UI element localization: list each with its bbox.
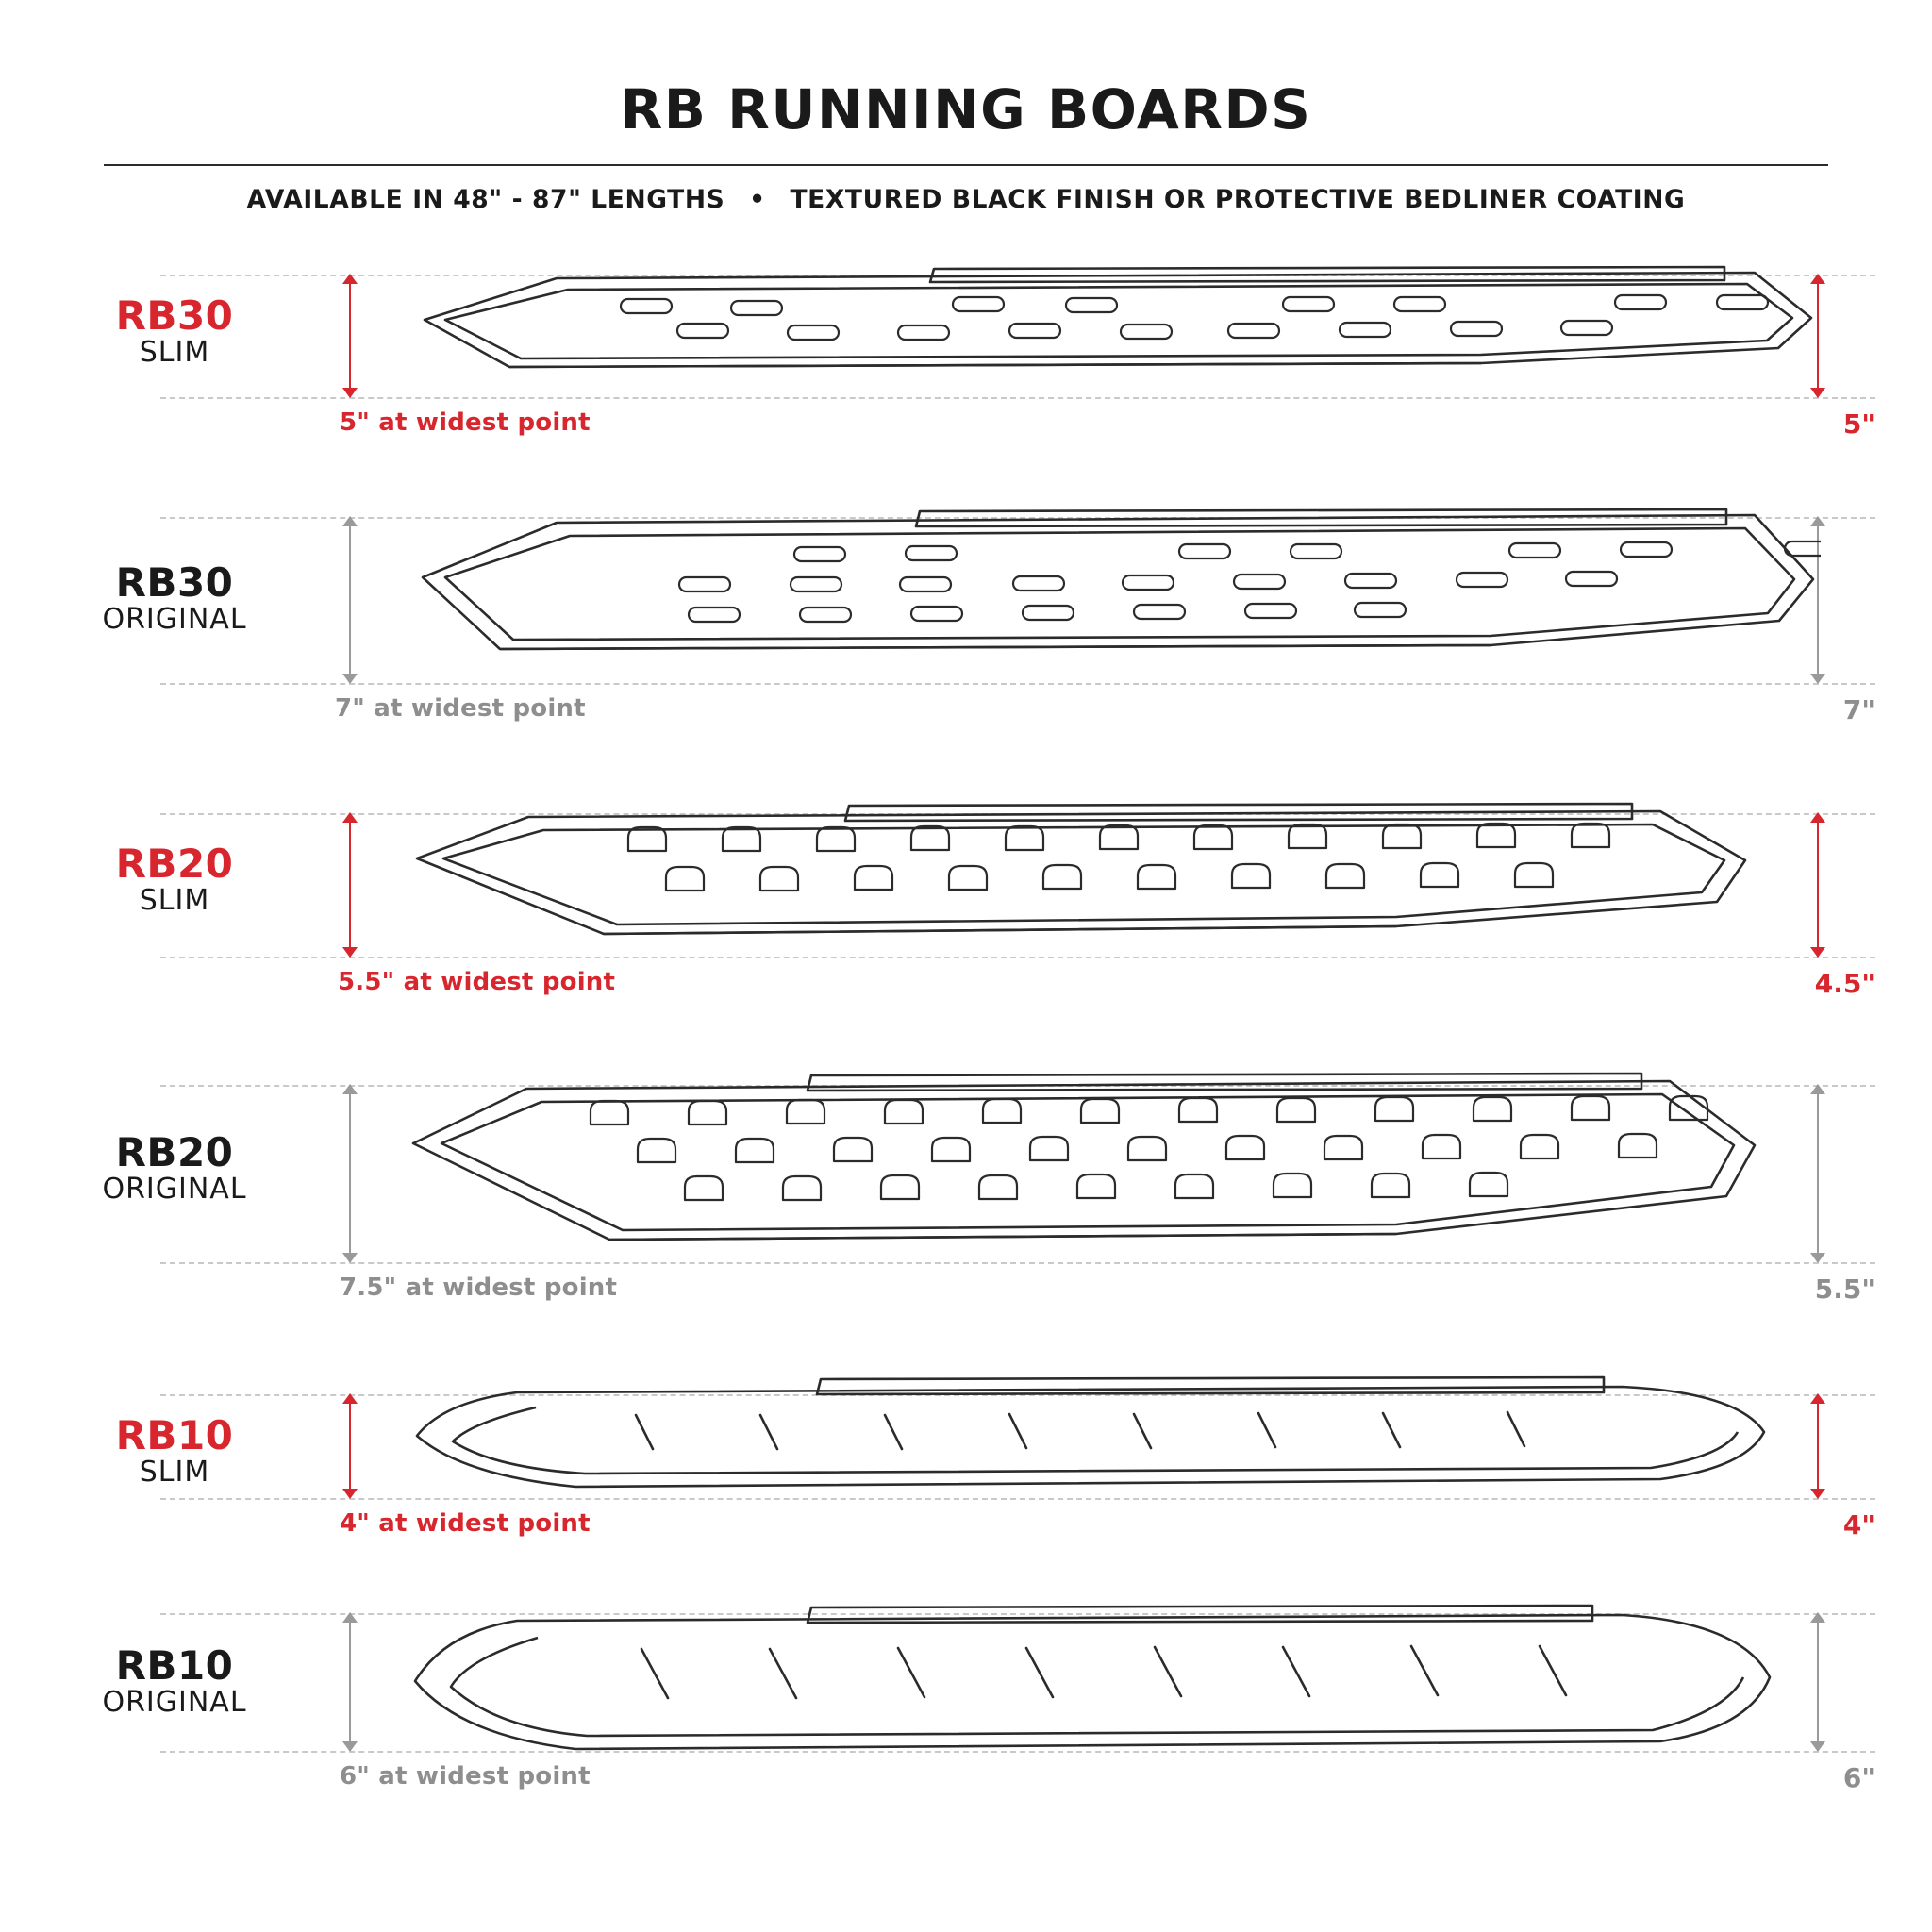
variant-name: ORIGINAL: [102, 1686, 247, 1720]
height-label: 5.5": [1814, 1274, 1875, 1305]
board-row-rb30-slim: [57, 258, 1875, 498]
board-illustration-rb30-slim: [406, 261, 1821, 412]
width-dimension-arrow: [349, 1613, 351, 1751]
model-name: RB20: [115, 1129, 234, 1175]
model-name: RB10: [115, 1412, 234, 1458]
model-name: RB30: [115, 559, 234, 606]
board-row-rb10-original: [57, 1592, 1875, 1838]
width-note: 7.5" at widest point: [340, 1274, 618, 1302]
row-label-rb30-original: [57, 559, 292, 637]
subtitle-lengths: AVAILABLE IN 48" - 87" LENGTHS: [246, 185, 725, 214]
row-label-rb20-slim: [57, 843, 292, 918]
page-subtitle: [57, 166, 1875, 214]
width-dimension-arrow: [349, 1085, 351, 1262]
model-name: RB20: [115, 841, 234, 887]
width-dimension-arrow: [349, 517, 351, 683]
model-name: RB10: [115, 1642, 234, 1689]
height-label: 5": [1842, 408, 1875, 440]
height-label: 7": [1842, 694, 1875, 725]
subtitle-finish: TEXTURED BLACK FINISH OR PROTECTIVE BEDLINER COATING: [790, 185, 1686, 214]
board-rows: [57, 258, 1875, 1838]
board-row-rb10-slim: [57, 1357, 1875, 1592]
board-illustration-rb20-slim: [406, 792, 1821, 972]
board-illustration-rb10-slim: [406, 1370, 1821, 1511]
width-dimension-arrow: [349, 813, 351, 957]
board-illustration-rb10-original: [406, 1596, 1821, 1775]
row-label-rb30-slim: [57, 292, 292, 370]
board-row-rb20-slim: [57, 781, 1875, 1055]
model-name: RB30: [115, 292, 234, 339]
variant-name: SLIM: [139, 884, 210, 918]
board-row-rb20-original: [57, 1055, 1875, 1357]
board-illustration-rb20-original: [406, 1064, 1821, 1281]
height-label: 4": [1842, 1509, 1875, 1541]
width-note: 5" at widest point: [340, 408, 591, 437]
height-label: 6": [1842, 1762, 1875, 1793]
width-note: 4" at widest point: [340, 1509, 591, 1538]
variant-name: SLIM: [139, 336, 210, 370]
width-note: 5.5" at widest point: [338, 968, 616, 996]
board-illustration-rb30-original: [406, 502, 1821, 700]
width-note: 6" at widest point: [340, 1762, 591, 1790]
board-row-rb30-original: [57, 498, 1875, 781]
subtitle-separator: •: [749, 185, 766, 214]
row-label-rb10-slim: [57, 1412, 292, 1490]
height-label: 4.5": [1814, 968, 1875, 999]
variant-name: ORIGINAL: [102, 1173, 247, 1207]
width-dimension-arrow: [349, 275, 351, 397]
variant-name: SLIM: [139, 1456, 210, 1490]
row-label-rb20-original: [57, 1129, 292, 1207]
variant-name: ORIGINAL: [102, 603, 247, 637]
width-dimension-arrow: [349, 1394, 351, 1498]
row-label-rb10-original: [57, 1642, 292, 1720]
page-title: RB RUNNING BOARDS: [620, 77, 1312, 142]
width-note: 7" at widest point: [335, 694, 586, 723]
